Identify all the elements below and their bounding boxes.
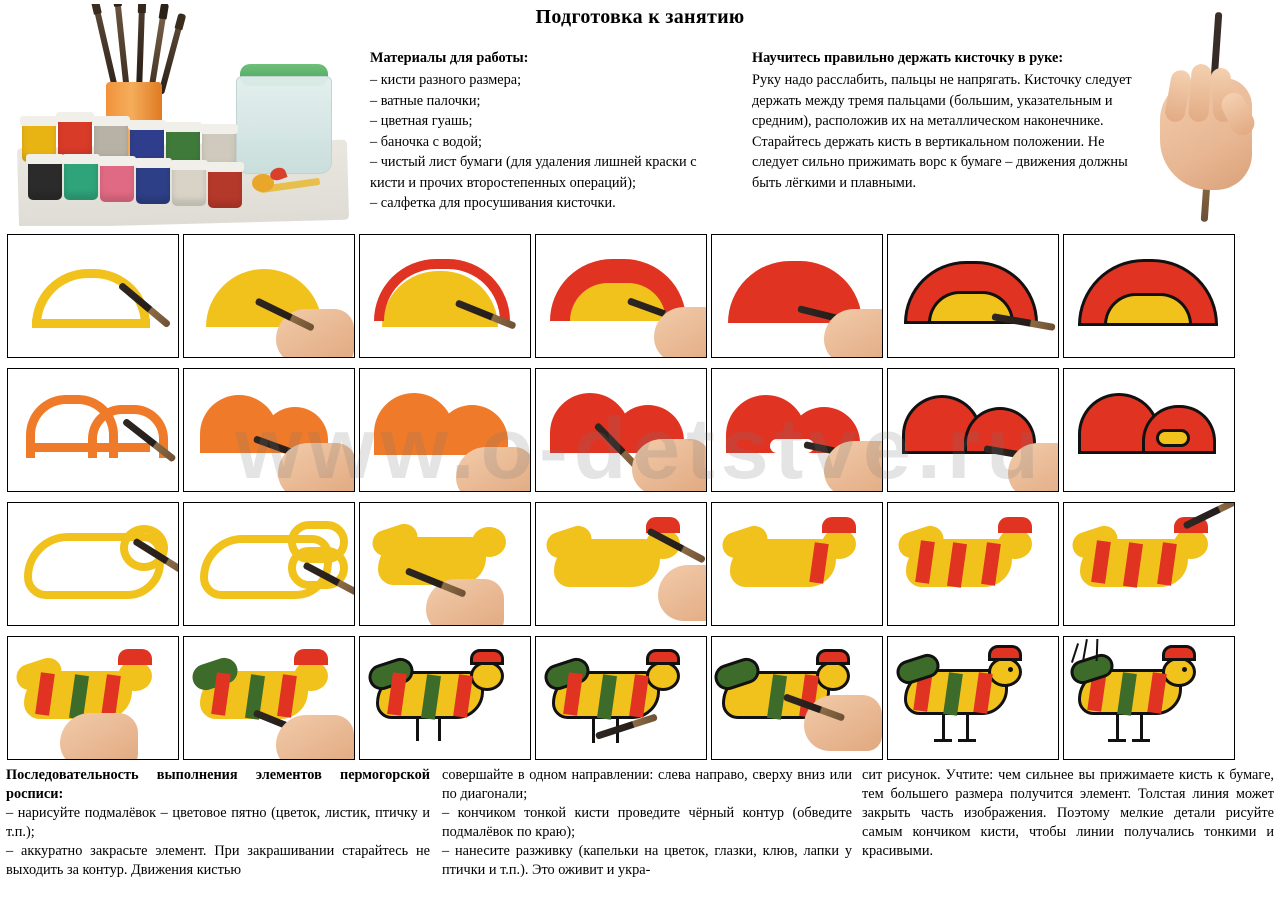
- hand: [658, 565, 707, 621]
- sequence-step: совершайте в одном направлении: слева направо, сверху вниз или по диагонали;: [442, 767, 852, 802]
- finger: [1188, 63, 1212, 122]
- list-item: – баночка с водой;: [370, 133, 482, 150]
- steps-row: [7, 368, 1273, 492]
- bird-leg: [942, 715, 945, 741]
- bird-leg: [438, 719, 441, 741]
- yellow-head: [816, 661, 850, 691]
- step-cell: [1063, 234, 1235, 358]
- yellow-head: [988, 657, 1022, 687]
- step-cell: [359, 368, 531, 492]
- step-cell: [711, 502, 883, 626]
- paint-pot: [208, 168, 242, 208]
- yellow-head: [294, 661, 328, 691]
- page-title: Подготовка к занятию: [535, 6, 745, 28]
- step-cell: [711, 234, 883, 358]
- step-cell: [887, 636, 1059, 760]
- step-cell: [535, 234, 707, 358]
- holding-brush-text: Руку надо расслабить, пальцы не напрягать. Кисточку следует держать между тремя пальцами (большим, указательным и средним), расположив их на металлическом наконечнике. Старайтесь держать кисть в вертикальном положении. Не следует сильно прижимать ворс к бумаге – движения должны быть лёгкими и плавными.: [752, 72, 1132, 191]
- holding-brush-block: [752, 48, 1142, 193]
- paint-pot: [172, 166, 206, 206]
- red-comb: [118, 649, 152, 665]
- red-comb: [988, 645, 1022, 661]
- sequence-step: – аккуратно закрасьте элемент. При закрашивании старайтесь не выходить за контур. Движения кистью: [6, 843, 430, 878]
- red-comb: [1162, 645, 1196, 661]
- step-cell: [183, 636, 355, 760]
- step-cell: [183, 234, 355, 358]
- sequence-step: сит рисунок. Учтите: чем сильнее вы прижимаете кисть к бумаге, тем большего размера получится элемент. Толстая линия может закрыть часть изображения. Поэтому мелкие детали рисуйте самым кончиком кисти, чтобы линии получались тонкими и красивыми.: [862, 767, 1274, 859]
- step-cell: [535, 502, 707, 626]
- yellow-drop: [1156, 429, 1190, 447]
- sequence-step: – нарисуйте подмалёвок – цветовое пятно (цветок, листик, птичку и т.п.);: [6, 805, 430, 840]
- list-item: – кисти разного размера;: [370, 72, 522, 89]
- bottom-column-2: [442, 766, 852, 880]
- bottom-column-3: [862, 766, 1274, 861]
- bird-foot: [1132, 739, 1150, 742]
- water-jar: [236, 76, 332, 174]
- brush-icon: [1182, 502, 1235, 530]
- step-cell: [359, 234, 531, 358]
- steps-row: [7, 636, 1273, 760]
- step-cell: [7, 234, 179, 358]
- step-cell: [535, 368, 707, 492]
- hand: [632, 439, 707, 492]
- hand: [824, 441, 883, 492]
- step-cell: [359, 502, 531, 626]
- yellow-head: [1162, 657, 1196, 687]
- step-cell: [887, 234, 1059, 358]
- photo-hand-holding-brush: [1146, 6, 1274, 228]
- sequence-step: – кончиком тонкой кисти проведите чёрный контур (обведите подмалёвок по краю);: [442, 805, 852, 840]
- red-comb: [294, 649, 328, 665]
- list-item: – чистый лист бумаги (для удаления лишней краски с кисти и прочих второстепенных операций);: [370, 154, 697, 191]
- bird-leg: [966, 715, 969, 741]
- bird-leg: [592, 719, 595, 743]
- step-cell: [7, 502, 179, 626]
- step-cell: [1063, 368, 1235, 492]
- paint-pot: [100, 162, 134, 202]
- bottom-text-block: [6, 766, 1274, 908]
- sequence-heading: Последовательность выполнения элементов пермогорской росписи:: [6, 767, 430, 802]
- black-baseline: [1078, 323, 1218, 326]
- bottom-column-1: [6, 766, 430, 880]
- black-baseline: [1078, 451, 1216, 454]
- materials-block: [370, 48, 730, 214]
- red-comb: [470, 649, 504, 665]
- hand: [824, 309, 883, 358]
- list-item: – ватные палочки;: [370, 92, 481, 109]
- hand: [456, 447, 531, 492]
- yellow-baseline: [32, 319, 150, 328]
- paint-pot: [58, 118, 92, 158]
- steps-row: [7, 234, 1273, 358]
- paint-pot: [28, 160, 62, 200]
- orange-baseline: [26, 443, 150, 452]
- photo-paints-and-brushes: [8, 4, 358, 226]
- list-item: – цветная гуашь;: [370, 113, 473, 130]
- red-comb: [822, 517, 856, 533]
- steps-grid: [7, 234, 1273, 762]
- step-cell: [359, 636, 531, 760]
- yellow-head: [1174, 529, 1208, 559]
- step-cell: [183, 502, 355, 626]
- step-cell: [711, 368, 883, 492]
- watermark: www.o-detstve.ru: [235, 401, 1045, 497]
- materials-list: [370, 70, 730, 213]
- yellow-head: [470, 661, 504, 691]
- bird-foot: [1108, 739, 1126, 742]
- step-cell: [7, 368, 179, 492]
- step-cell: [711, 636, 883, 760]
- bird-eye: [1182, 667, 1187, 672]
- hand: [276, 715, 354, 760]
- sequence-step: – нанесите разживку (капельки на цветок, глазки, клюв, лапки у птички и т.п.). Это оживит и укра-: [442, 843, 852, 878]
- step-cell: [535, 636, 707, 760]
- bird-leg: [1140, 715, 1143, 741]
- materials-heading: Материалы для работы:: [370, 50, 529, 66]
- step-cell: [7, 636, 179, 760]
- bird-leg: [416, 719, 419, 741]
- yellow-head: [472, 527, 506, 557]
- paint-pot: [136, 164, 170, 204]
- list-item: – салфетка для просушивания кисточки.: [370, 195, 616, 212]
- red-comb: [998, 517, 1032, 533]
- red-comb: [816, 649, 850, 665]
- step-cell: [887, 502, 1059, 626]
- hand: [278, 443, 355, 492]
- paint-pot: [64, 160, 98, 200]
- hand: [60, 713, 138, 760]
- step-cell: [183, 368, 355, 492]
- bird-leg: [1116, 715, 1119, 741]
- red-comb: [646, 649, 680, 665]
- yellow-head: [646, 661, 680, 691]
- step-cell: [887, 368, 1059, 492]
- bird-foot: [934, 739, 952, 742]
- holding-brush-heading: Научитесь правильно держать кисточку в руке:: [752, 50, 1064, 66]
- bird-foot: [958, 739, 976, 742]
- step-cell: [1063, 502, 1235, 626]
- bird-eye: [1008, 667, 1013, 672]
- yellow-head: [118, 661, 152, 691]
- yellow-head: [998, 529, 1032, 559]
- step-cell: [1063, 636, 1235, 760]
- steps-row: [7, 502, 1273, 626]
